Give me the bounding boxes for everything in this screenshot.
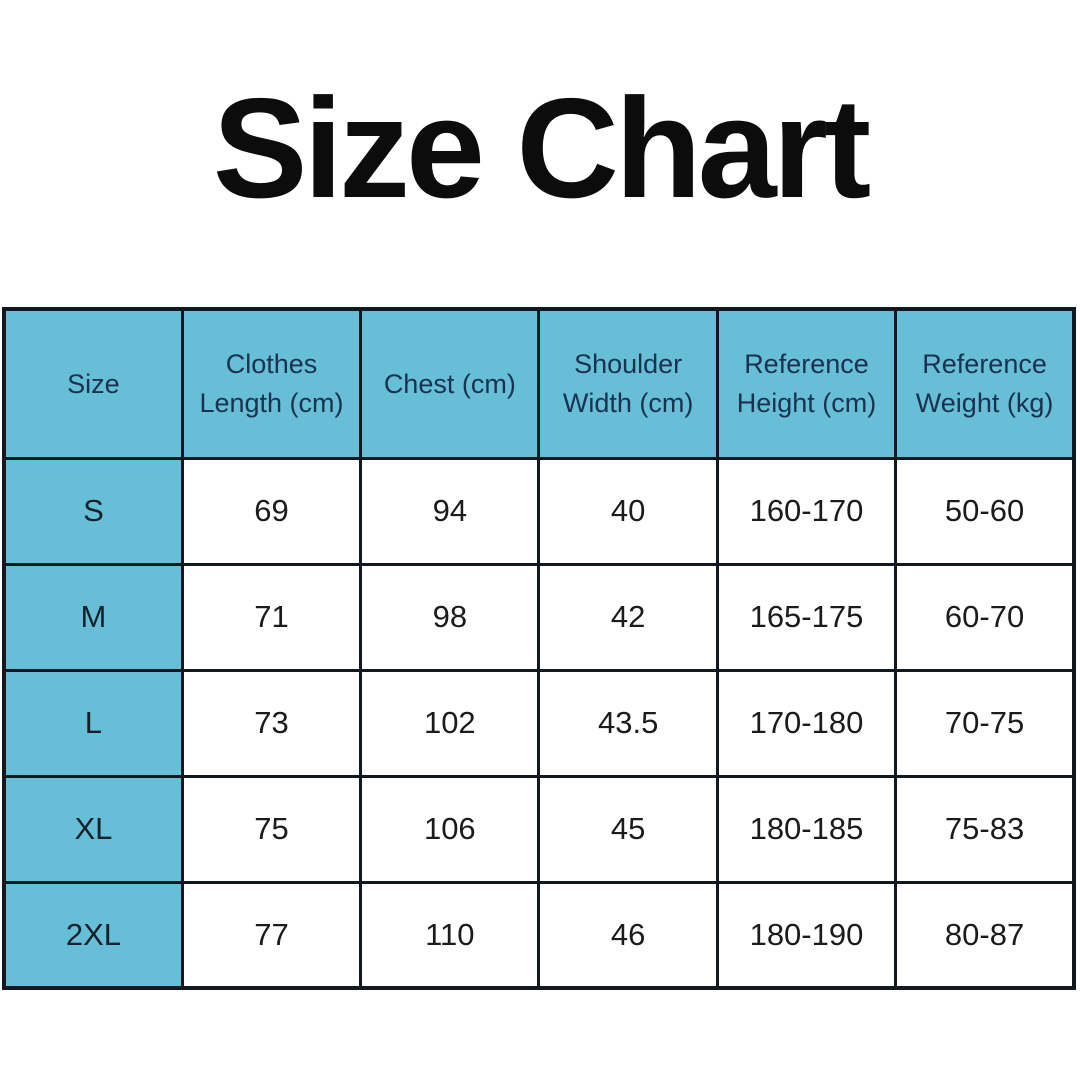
- cell-reference-weight: 50-60: [896, 458, 1074, 564]
- column-header-chest: Chest (cm): [361, 309, 539, 458]
- cell-size: S: [4, 458, 182, 564]
- cell-shoulder-width: 43.5: [539, 670, 717, 776]
- cell-reference-height: 170-180: [717, 670, 895, 776]
- cell-clothes-length: 75: [182, 776, 360, 882]
- size-chart-container: [2, 307, 1076, 990]
- header-row: [4, 309, 1074, 458]
- cell-clothes-length: 77: [182, 882, 360, 988]
- column-header-size: Size: [4, 309, 182, 458]
- cell-chest: 102: [361, 670, 539, 776]
- page-title: Size Chart: [212, 69, 868, 228]
- table-row-xl: [4, 776, 1074, 882]
- cell-reference-height: 180-190: [717, 882, 895, 988]
- cell-reference-height: 160-170: [717, 458, 895, 564]
- cell-reference-weight: 75-83: [896, 776, 1074, 882]
- table-header: [4, 309, 1074, 458]
- cell-shoulder-width: 45: [539, 776, 717, 882]
- table-row-l: [4, 670, 1074, 776]
- cell-clothes-length: 69: [182, 458, 360, 564]
- column-header-reference-height: Reference Height (cm): [717, 309, 895, 458]
- cell-reference-height: 165-175: [717, 564, 895, 670]
- cell-clothes-length: 71: [182, 564, 360, 670]
- cell-shoulder-width: 42: [539, 564, 717, 670]
- table-row-s: [4, 458, 1074, 564]
- table-body: [4, 458, 1074, 988]
- cell-chest: 94: [361, 458, 539, 564]
- cell-chest: 98: [361, 564, 539, 670]
- cell-shoulder-width: 40: [539, 458, 717, 564]
- size-chart-table: [2, 307, 1076, 990]
- cell-shoulder-width: 46: [539, 882, 717, 988]
- cell-reference-height: 180-185: [717, 776, 895, 882]
- table-row-m: [4, 564, 1074, 670]
- column-header-shoulder-width: Shoulder Width (cm): [539, 309, 717, 458]
- cell-chest: 110: [361, 882, 539, 988]
- column-header-clothes-length: Clothes Length (cm): [182, 309, 360, 458]
- column-header-reference-weight: Reference Weight (kg): [896, 309, 1074, 458]
- cell-size: 2XL: [4, 882, 182, 988]
- cell-size: XL: [4, 776, 182, 882]
- cell-size: L: [4, 670, 182, 776]
- cell-chest: 106: [361, 776, 539, 882]
- cell-reference-weight: 60-70: [896, 564, 1074, 670]
- table-row-2xl: [4, 882, 1074, 988]
- cell-clothes-length: 73: [182, 670, 360, 776]
- cell-reference-weight: 80-87: [896, 882, 1074, 988]
- cell-size: M: [4, 564, 182, 670]
- cell-reference-weight: 70-75: [896, 670, 1074, 776]
